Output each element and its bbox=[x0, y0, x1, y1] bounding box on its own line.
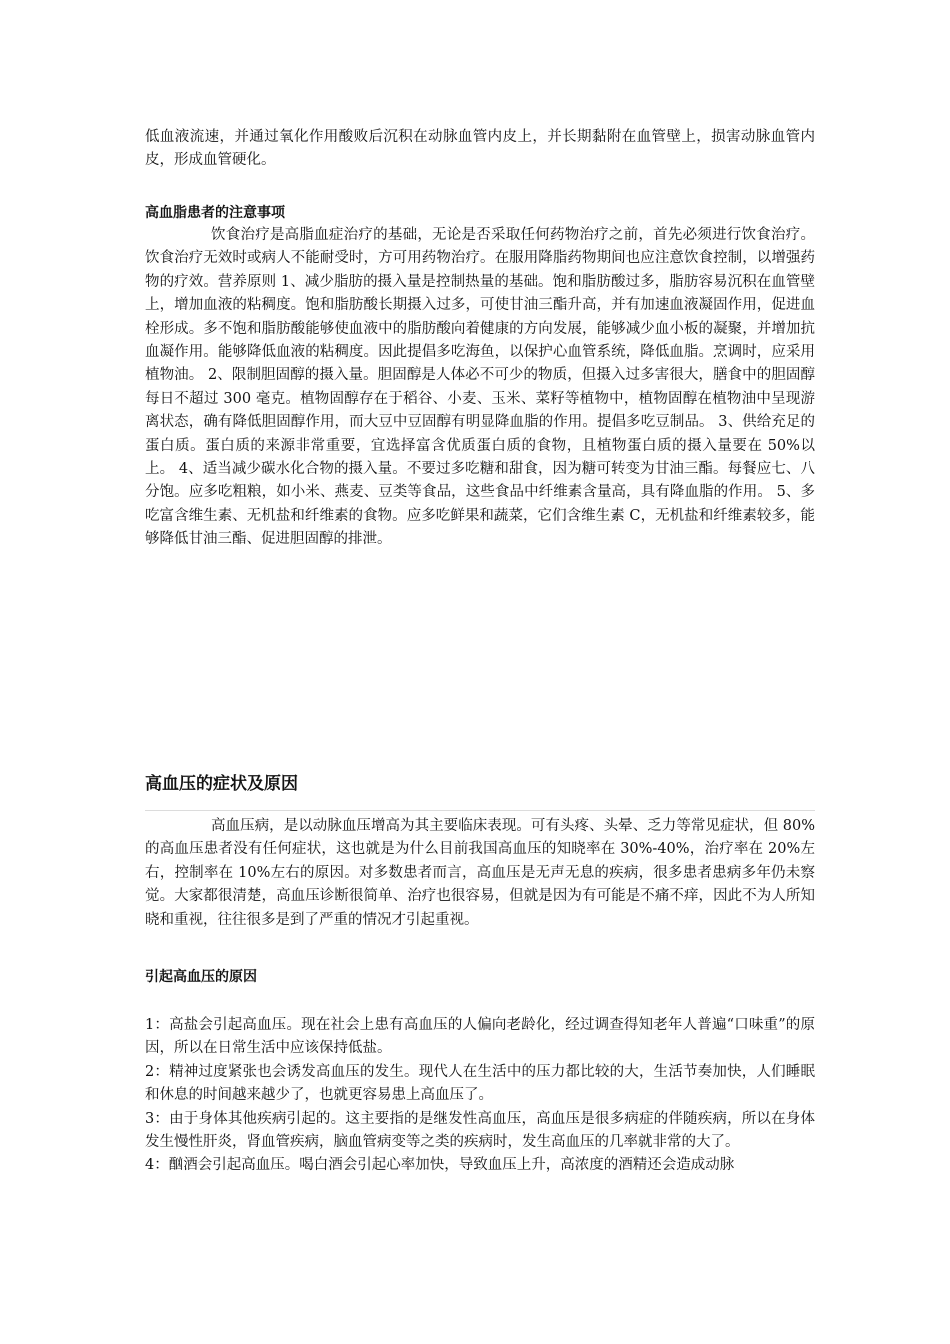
causes-list bbox=[145, 1014, 815, 1178]
cause-item: 2：精神过度紧张也会诱发高血压的发生。现代人在生活中的压力都比较的大，生活节奏加快，人们睡眠和休息的时间越来越少了，也就更容易患上高血压了。 bbox=[145, 1063, 815, 1104]
cause-item: 1：高盐会引起高血压。现在社会上患有高血压的人偏向老龄化，经过调查得知老年人普遍“口味重”的原因，所以在日常生活中应该保持低盐。 bbox=[145, 1017, 815, 1057]
hypertension-section bbox=[145, 772, 815, 932]
causes-heading: 引起高血压的原因 bbox=[145, 969, 257, 985]
hypertension-causes-section bbox=[145, 966, 815, 1178]
cause-item: 4：酗酒会引起高血压。喝白酒会引起心率加快，导致血压上升，高浓度的酒精还会造成动脉 bbox=[145, 1157, 735, 1174]
hyperlipidemia-section bbox=[145, 202, 815, 552]
hyperlipidemia-paragraph: 饮食治疗是高脂血症治疗的基础，无论是否采取任何药物治疗之前，首先必须进行饮食治疗。饮食治疗无效时或病人不能耐受时，方可用药物治疗。在服用降脂药物期间也应注意饮食控制，以增强药物的疗效。营养原则 1、减少脂肪的摄入量是控制热量的基础。饱和脂肪酸过多，脂肪容易沉积在血管壁上，增加血液的粘稠度。饱和脂肪酸长期摄入过多，可使甘油三酯升高，并有加速血液凝固作用，促进血栓形成。多不饱和脂肪酸能够使血液中的脂肪酸向着健康的方向发展，能够减少血小板的凝聚，并增加抗血凝作用。能够降低血液的粘稠度。因此提倡多吃海鱼，以保护心血管系统，降低血脂。烹调时，应采用植物油。 2、限制胆固醇的摄入量。胆固醇是人体必不可少的物质，但摄入过多害很大，膳食中的胆固醇每日不超过 300 毫克。植物固醇存在于稻谷、小麦、玉米、菜籽等植物中，植物固醇在植物油中呈现游离状态，确有降低胆固醇作用，而大豆中豆固醇有明显降血脂的作用。提倡多吃豆制品。 3、供给充足的蛋白质。蛋白质的来源非常重要，宜选择富含优质蛋白质的食物，且植物蛋白质的摄入量要在 50%以上。 4、适当减少碳水化合物的摄入量。不要过多吃糖和甜食，因为糖可转变为甘油三酯。每餐应七、八分饱。应多吃粗粮，如小米、燕麦、豆类等食品，这些食品中纤维素含量高，具有降血脂的作用。 5、多吃富含维生素、无机盐和纤维素的食物。应多吃鲜果和蔬菜，它们含维生素 C，无机盐和纤维素较多，能够降低甘油三酯、促进胆固醇的排泄。 bbox=[145, 227, 815, 548]
hyperlipidemia-heading: 高血脂患者的注意事项 bbox=[145, 205, 285, 221]
intro-section bbox=[145, 126, 815, 173]
title-divider bbox=[145, 810, 815, 811]
hypertension-title: 高血压的症状及原因 bbox=[145, 774, 298, 794]
hypertension-paragraph: 高血压病，是以动脉血压增高为其主要临床表现。可有头疼、头晕、乏力等常见症状，但 80%的高血压患者没有任何症状，这也就是为什么目前我国高血压的知晓率在 30%-40%，治疗率在 20%左右，控制率在 10%左右的原因。对多数患者而言，高血压是无声无息的疾病，很多患者患病多年仍未察觉。大家都很清楚，高血压诊断很简单、治疗也很容易，但就是因为有可能是不痛不痒，因此不为人所知晓和重视，往往很多是到了严重的情况才引起重视。 bbox=[145, 818, 815, 928]
intro-paragraph: 低血液流速，并通过氧化作用酸败后沉积在动脉血管内皮上，并长期黏附在血管壁上，损害动脉血管内皮，形成血管硬化。 bbox=[145, 129, 815, 169]
cause-item: 3：由于身体其他疾病引起的。这主要指的是继发性高血压，高血压是很多病症的伴随疾病，所以在身体发生慢性肝炎，肾血管疾病，脑血管病变等之类的疾病时，发生高血压的几率就非常的大了。 bbox=[145, 1110, 815, 1151]
